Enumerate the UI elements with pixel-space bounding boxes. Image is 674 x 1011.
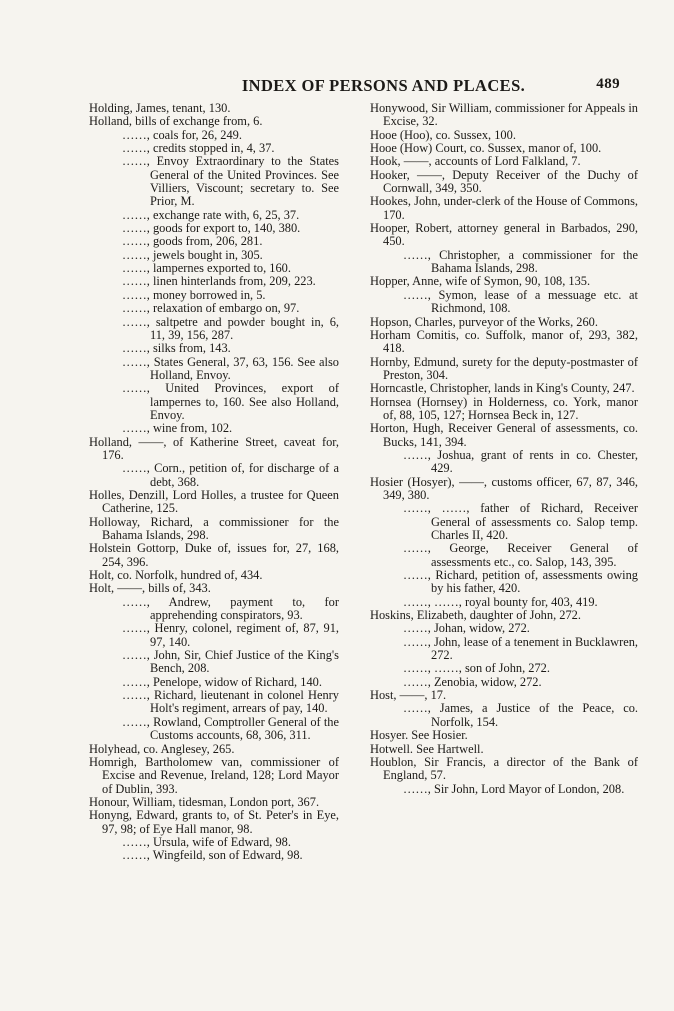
index-entry: Holt, co. Norfolk, hundred of, 434.	[89, 568, 263, 583]
index-entry: ……, credits stopped in, 4, 37.	[122, 141, 275, 156]
index-entry: ……, Henry, colonel, regiment of, 87, 91, 97, 140.	[122, 621, 339, 649]
index-entry: ……, Richard, lieutenant in colonel Henry Holt's regiment, arrears of pay, 140.	[122, 688, 339, 716]
index-entry: ……, Joshua, grant of rents in co. Chester, 429.	[403, 447, 638, 476]
index-entry: Houblon, Sir Francis, a director of the Bank of England, 57.	[370, 754, 638, 783]
index-entry: ……, Andrew, payment to, for apprehending conspirators, 93.	[122, 594, 339, 623]
left-column	[89, 102, 339, 863]
index-entry: ……, linen hinterlands from, 209, 223.	[122, 274, 316, 289]
index-entry: ……, James, a Justice of the Peace, co. Norfolk, 154.	[403, 701, 638, 729]
index-entry: Holding, James, tenant, 130.	[89, 101, 231, 115]
index-entry: ……, Corn., petition of, for discharge of a debt, 368.	[122, 461, 339, 489]
index-entry: ……, saltpetre and powder bought in, 6, 11, 39, 156, 287.	[122, 314, 339, 342]
index-entry: Horton, Hugh, Receiver General of assessments, co. Bucks, 141, 394.	[370, 421, 638, 449]
index-entry: Hosyer. See Hosier.	[370, 728, 468, 743]
index-entry: Holloway, Richard, a commissioner for the Bahama Islands, 298.	[89, 514, 339, 542]
page-number: 489	[596, 76, 620, 92]
index-entry: ……, Johan, widow, 272.	[403, 621, 530, 636]
index-entry: ……, lampernes exported to, 160.	[122, 261, 291, 276]
index-entry: Hopson, Charles, purveyor of the Works, 260.	[370, 314, 598, 329]
index-entry: ……, ……, royal bounty for, 403, 419.	[403, 594, 598, 609]
index-entry: Holt, ——, bills of, 343.	[89, 581, 211, 596]
index-entry: Horncastle, Christopher, lands in King's County, 247.	[370, 381, 635, 396]
page-title: INDEX OF PERSONS AND PLACES.	[241, 76, 526, 95]
index-entry: ……, wine from, 102.	[122, 421, 233, 436]
index-entry: ……, Rowland, Comptroller General of the Customs accounts, 68, 306, 311.	[122, 714, 339, 743]
index-entry: ……, ……, father of Richard, Receiver General of assessments co. Salop temp. Charles II, 420.	[403, 501, 638, 542]
index-entry: Holland, ——, of Katherine Street, caveat for, 176.	[89, 434, 339, 462]
index-entry: Hotwell. See Hartwell.	[370, 741, 484, 756]
index-entry: Hornsea (Hornsey) in Holderness, co. York, manor of, 88, 105, 127; Hornsea Beck in, 127.	[370, 394, 638, 422]
index-entry: Host, ——, 17.	[370, 688, 447, 703]
index-entry: Holstein Gottorp, Duke of, issues for, 27, 168, 254, 396.	[89, 541, 339, 569]
index-entry: Holland, bills of exchange from, 6.	[89, 114, 263, 129]
index-entry: ……, exchange rate with, 6, 25, 37.	[122, 207, 300, 222]
index-entry: ……, Ursula, wife of Edward, 98.	[122, 834, 291, 849]
index-entry: Homrigh, Bartholomew van, commissioner of Excise and Revenue, Ireland, 128; Lord Mayor of Dublin, 393.	[89, 754, 339, 796]
index-entry: ……, money borrowed in, 5.	[122, 287, 266, 302]
index-columns	[89, 102, 638, 863]
index-entry: ……, goods for export to, 140, 380.	[122, 221, 301, 236]
index-entry: ……, George, Receiver General of assessments etc., co. Salop, 143, 395.	[403, 541, 638, 569]
index-entry: Horham Comitis, co. Suffolk, manor of, 293, 382, 418.	[370, 327, 638, 356]
page-header	[89, 68, 638, 102]
index-entry: ……, John, lease of a tenement in Bucklawren, 272.	[403, 634, 638, 663]
index-entry: Hooper, Robert, attorney general in Barbados, 290, 450.	[370, 221, 638, 249]
index-entry: ……, silks from, 143.	[122, 341, 231, 356]
index-entry: ……, goods from, 206, 281.	[122, 234, 263, 249]
index-entry: ……, States General, 37, 63, 156. See also Holland, Envoy.	[122, 354, 339, 382]
index-entry: ……, jewels bought in, 305.	[122, 247, 263, 262]
index-entry: Hooe (Hoo), co. Sussex, 100.	[370, 127, 516, 142]
index-entry: ……, John, Sir, Chief Justice of the King's Bench, 208.	[122, 648, 339, 676]
index-entry: Hoskins, Elizabeth, daughter of John, 272.	[370, 608, 581, 623]
index-entry: Honywood, Sir William, commissioner for Appeals in Excise, 32.	[370, 101, 638, 129]
right-column	[370, 102, 638, 863]
index-entry: ……, Zenobia, widow, 272.	[403, 674, 542, 689]
index-entry: Hopper, Anne, wife of Symon, 90, 108, 135.	[370, 274, 591, 289]
index-entry: ……, Richard, petition of, assessments owing by his father, 420.	[403, 568, 638, 596]
index-entry: Holyhead, co. Anglesey, 265.	[89, 741, 235, 756]
index-entry: Hornby, Edmund, surety for the deputy-postmaster of Preston, 304.	[370, 354, 638, 382]
index-entry: ……, Envoy Extraordinary to the States General of the United Provinces. See Villiers, Viscount; secretary to. See Prior, M.	[122, 154, 339, 209]
index-entry: Hooker, ——, Deputy Receiver of the Duchy of Cornwall, 349, 350.	[370, 167, 638, 196]
index-entry: ……, Symon, lease of a messuage etc. at Richmond, 108.	[403, 287, 638, 316]
index-entry: Honyng, Edward, grants to, of St. Peter's in Eye, 97, 98; of Eye Hall manor, 98.	[89, 808, 339, 836]
index-entry: ……, coals for, 26, 249.	[122, 127, 242, 142]
index-entry: Hosier (Hosyer), ——, customs officer, 67, 87, 346, 349, 380.	[370, 474, 638, 502]
index-entry: Holles, Denzill, Lord Holles, a trustee for Queen Catherine, 125.	[89, 487, 339, 516]
index-entry: ……, Sir John, Lord Mayor of London, 208.	[403, 781, 625, 796]
index-entry: Hook, ——, accounts of Lord Falkland, 7.	[370, 154, 581, 169]
index-entry: ……, Christopher, a commissioner for the Bahama Islands, 298.	[403, 247, 638, 276]
index-entry: Hooe (How) Court, co. Sussex, manor of, 100.	[370, 141, 602, 156]
index-entry: Honour, William, tidesman, London port, 367.	[89, 794, 320, 809]
index-entry: ……, Wingfeild, son of Edward, 98.	[122, 848, 303, 863]
index-entry: ……, relaxation of embargo on, 97.	[122, 301, 300, 316]
index-entry: ……, Penelope, widow of Richard, 140.	[122, 674, 322, 689]
index-entry: ……, United Provinces, export of lampernes to, 160. See also Holland, Envoy.	[122, 381, 339, 422]
index-entry: ……, ……, son of John, 272.	[403, 661, 550, 676]
index-entry: Hookes, John, under-clerk of the House of Commons, 170.	[370, 194, 638, 222]
